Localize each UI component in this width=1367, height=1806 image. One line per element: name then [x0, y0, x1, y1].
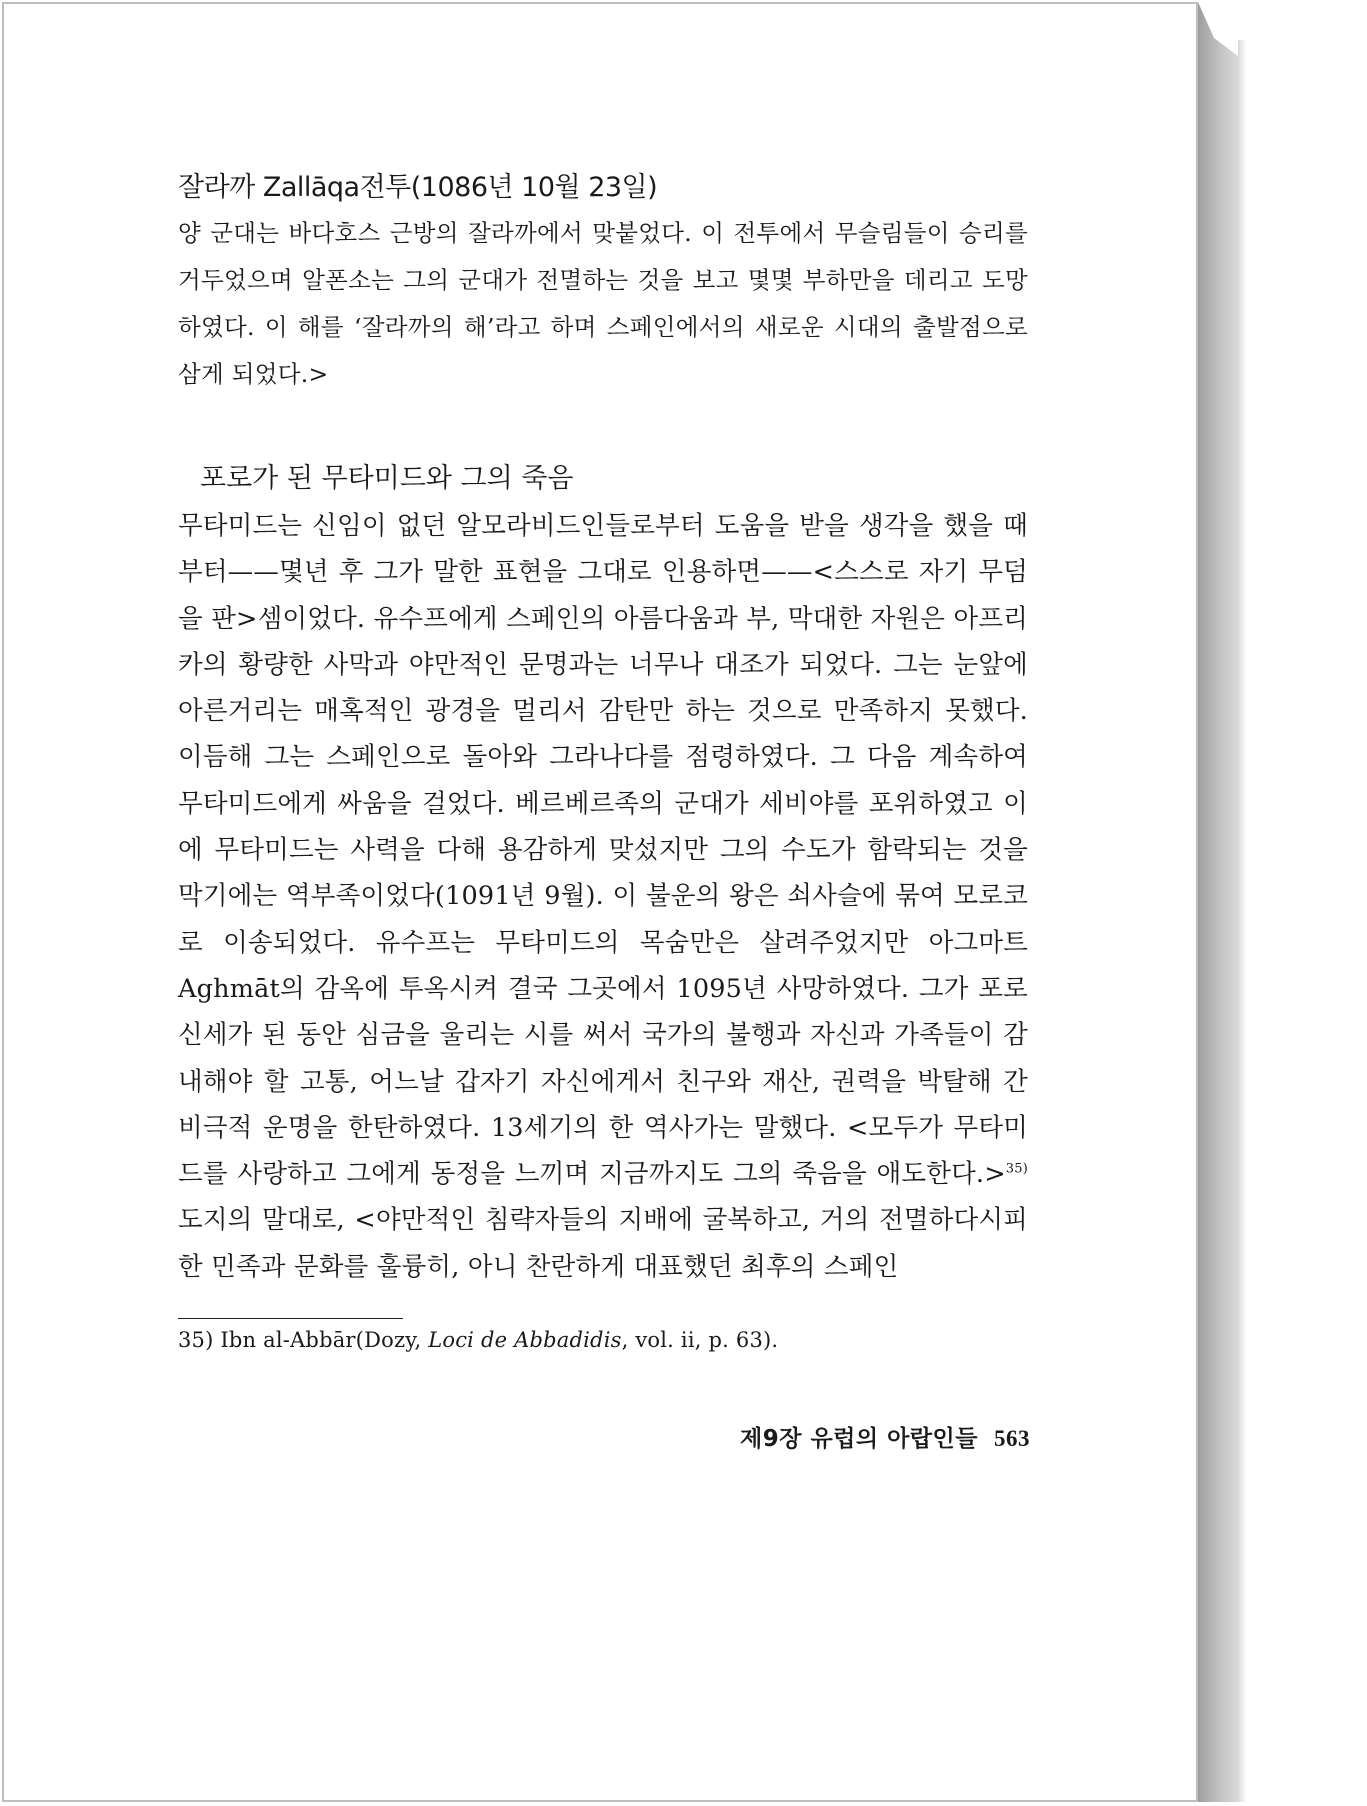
paragraph-text: 무타미드는 신임이 없던 알모라비드인들로부터 도움을 받을 생각을 했을 때부터——몇년 후 그가 말한 표현을 그대로 인용하면——<스스로 자기 무덤을 판>셈이었다. 유수프에게 스페인의 아름다움과 부, 막대한 자원은 아프리카의 황량한 사막과 야만적인 문명과는 너무나 대조가 되었다. 그는 눈앞에 아른거리는 매혹적인 광경을 멀리서 감탄만 하는 것으로 만족하지 못했다. 이듬해 그는 스페인으로 돌아와 그라나다를 점령하였다. 그 다음 계속하여 무타미드에게 싸움을 걸었다. 베르베르족의 군대가 세비야를 포위하였고 이에 무타미드는 사력을 다해 용감하게 맞섰지만 그의 수도가 함락되는 것을 막기에는 역부족이었다(1091년 9월). 이 불운의 왕은 쇠사슬에 묶여 모로코로 이송되었다. 유수프는 무타미드의 목숨만은 살려주었지만 아그마트 Aghmāt의 감옥에 투옥시켜 결국 그곳에서 1095년 사망하였다. 그가 포로 신세가 된 동안 심금을 울리는 시를 써서 국가의 불행과 자신과 가족들이 감내해야 할 고통, 어느날 갑자기 자신에게서 친구와 재산, 권력을 박탈해 간 비극적 운명을 한탄하였다. 13세기의 한 역사가는 말했다. <모두가 무타미드를 사랑하고 그에게 동정을 느끼며 지금까지도 그의 죽음을 애도한다.> [178, 511, 1028, 1190]
footnote-title: Loci de Abbadidis [428, 1328, 622, 1352]
page-edge-shadow [1238, 40, 1246, 1802]
page-stack-edge [1198, 2, 1238, 1802]
footnote-number: 35) [178, 1328, 214, 1352]
zallaqa-quote-paragraph: 양 군대는 바다호스 근방의 잘라까에서 맞붙었다. 이 전투에서 무슬림들이 승리를 거두었으며 알폰소는 그의 군대가 전멸하는 것을 보고 몇몇 부하만을 데리고 도망하였다. 이 해를 ‘잘라까의 해’라고 하며 스페인에서의 새로운 시대의 출발점으로 삼게 되었다.> [178, 219, 1028, 388]
section-heading-captivity: 포로가 된 무타미드와 그의 죽음 [200, 463, 574, 494]
section-heading-zallaqa: 잘라까 Zallāqa전투(1086년 10월 23일) [178, 172, 658, 203]
running-footer [590, 1420, 1030, 1453]
paragraph-text-tail: 도지의 말대로, <야만적인 침략자들의 지배에 굴복하고, 거의 전멸하다시피한 민족과 문화를 훌륭히, 아니 찬란하게 대표했던 최후의 스페인 [178, 1205, 1028, 1282]
chapter-title: 제9장 유럽의 아랍인들 [740, 1426, 978, 1452]
footnote-citation-end: , vol. ii, p. 63). [621, 1328, 779, 1352]
page-number: 563 [994, 1426, 1030, 1451]
body-paragraph [178, 503, 1028, 1290]
footnote [178, 1325, 778, 1355]
footnote-reference: 35) [1005, 1161, 1028, 1177]
footnote-citation: Ibn al-Abbār(Dozy, [213, 1328, 429, 1352]
page-content [178, 165, 1028, 1290]
footnote-divider [178, 1318, 403, 1319]
